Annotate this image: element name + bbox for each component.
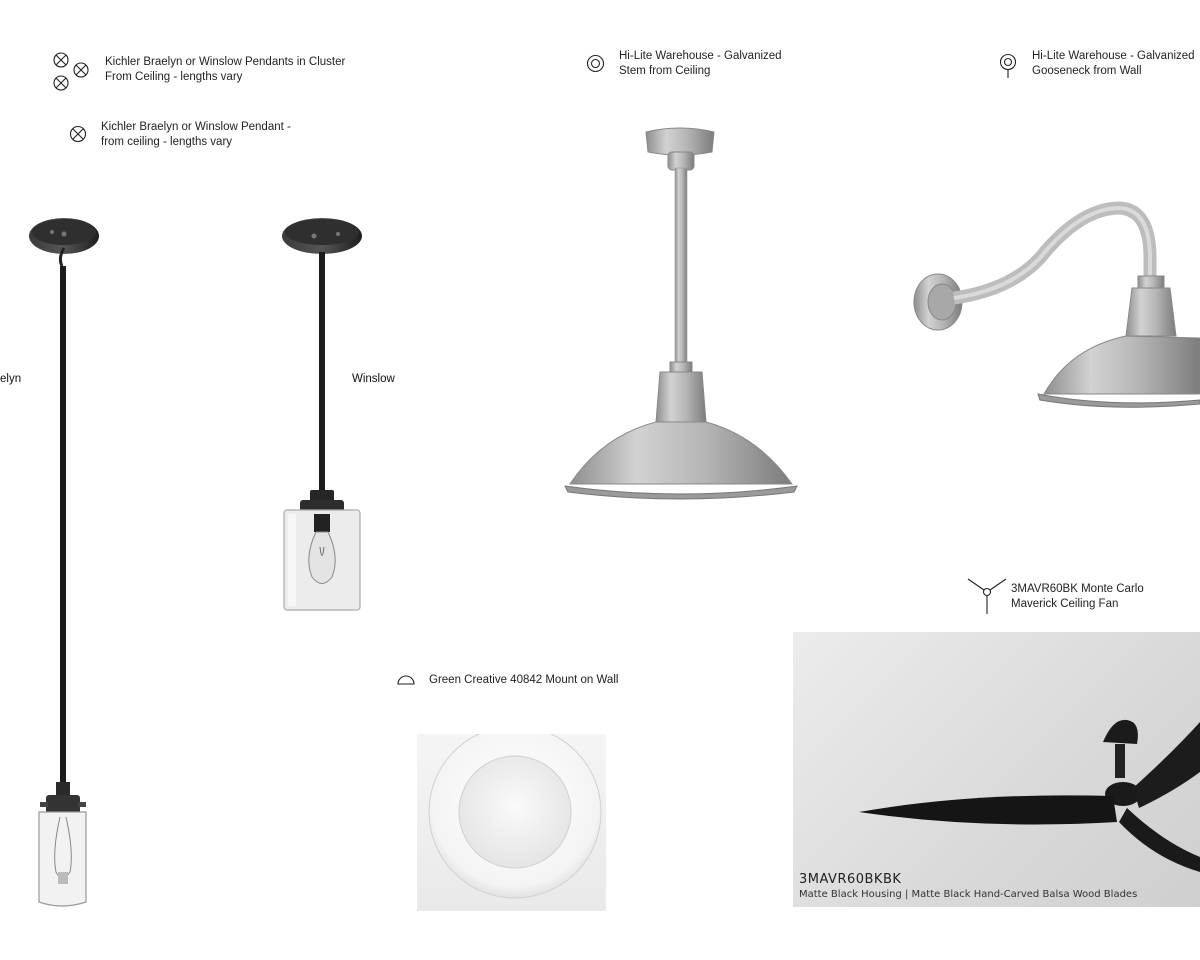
cluster-pendant-symbol-icon [52, 50, 92, 92]
stem-light-symbol-icon [586, 54, 605, 73]
wall-mount-symbol-icon [396, 674, 416, 686]
wall-mount-light-image [417, 734, 606, 911]
gooseneck-legend: Hi-Lite Warehouse - Galvanized Gooseneck from Wall [1032, 50, 1195, 77]
ceiling-fan-symbol-icon [965, 577, 1009, 615]
pendant-symbol-icon [69, 125, 87, 143]
winslow-label: Winslow [352, 373, 395, 385]
winslow-pendant-image [274, 212, 370, 614]
gooseneck-light-image [910, 198, 1200, 408]
stem-warehouse-light-image [562, 124, 800, 502]
braelyn-pendant-image [20, 212, 110, 912]
wall-mount-legend: Green Creative 40842 Mount on Wall [429, 674, 619, 686]
braelyn-label: elyn [0, 373, 22, 385]
gooseneck-symbol-icon [999, 53, 1017, 79]
single-pendant-legend: Kichler Braelyn or Winslow Pendant - from ceiling - lengths vary [101, 121, 291, 148]
fan-model-number: 3MAVR60BKBK [799, 872, 902, 887]
ceiling-fan-photo [793, 632, 1200, 907]
fan-description: Matte Black Housing | Matte Black Hand-Carved Balsa Wood Blades [799, 889, 1138, 900]
cluster-pendant-legend: Kichler Braelyn or Winslow Pendants in Cluster From Ceiling - lengths vary [105, 56, 346, 83]
stem-light-legend: Hi-Lite Warehouse - Galvanized Stem from Ceiling [619, 50, 782, 77]
ceiling-fan-legend: 3MAVR60BK Monte Carlo Maverick Ceiling Fan [1011, 583, 1144, 610]
